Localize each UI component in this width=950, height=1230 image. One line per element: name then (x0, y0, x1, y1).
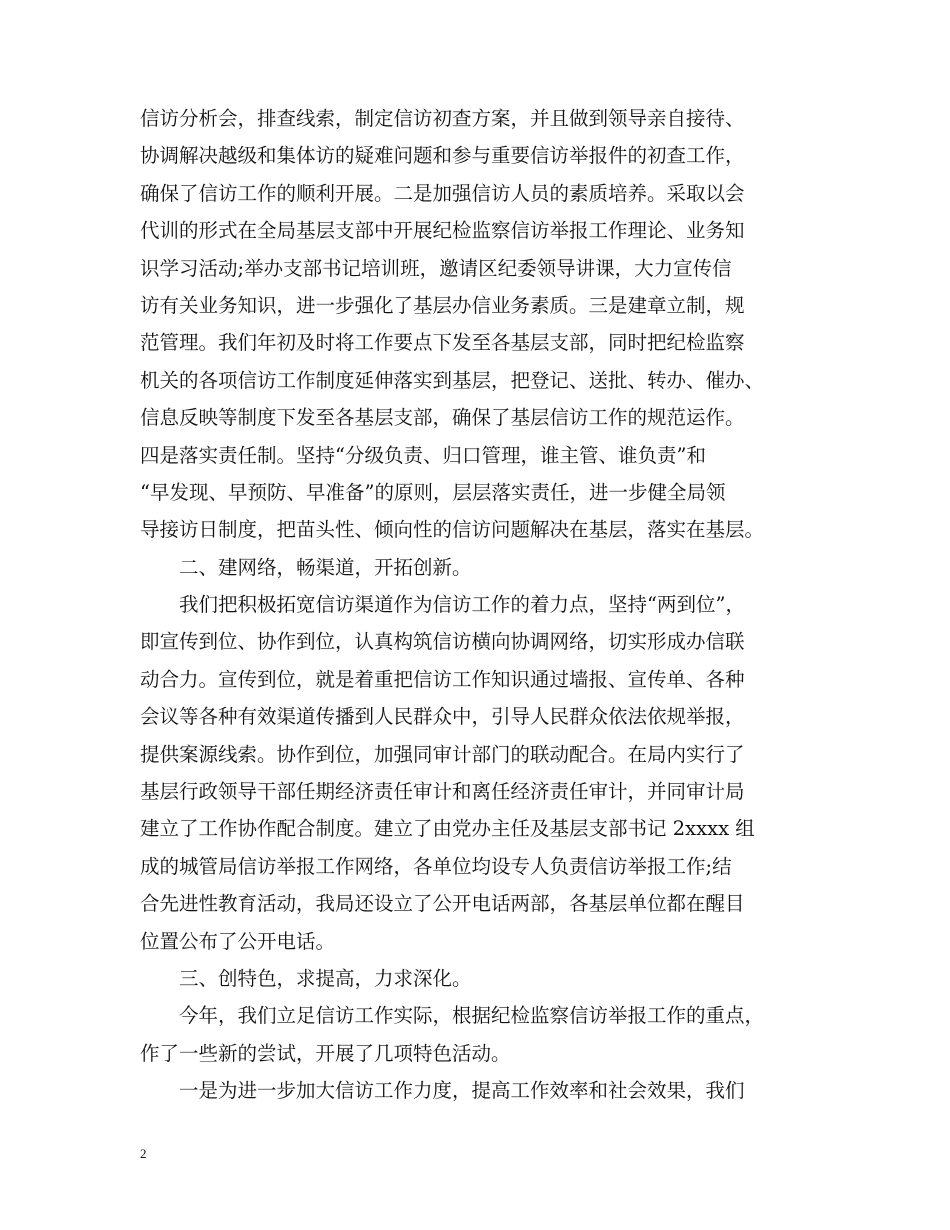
document-body (140, 100, 830, 1110)
text-line: 信息反映等制度下发至各基层支部，确保了基层信访工作的规范运作。 (140, 406, 745, 430)
text-line: 合先进性教育活动，我局还设立了公开电话两部，各基层单位都在醒目 (140, 892, 745, 916)
text-line: 机关的各项信访工作制度延伸落实到基层，把登记、送批、转办、催办、 (140, 368, 765, 392)
text-line: 位置公布了公开电话。 (140, 929, 336, 953)
text-line: 信访分析会，排查线索，制定信访初查方案，并且做到领导亲自接待、 (140, 107, 745, 130)
text-line: 今年，我们立足信访工作实际，根据纪检监察信访举报工作的重点， (179, 1004, 765, 1028)
text-line: 一是为进一步加大信访工作力度，提高工作效率和社会效果，我们 (179, 1079, 745, 1103)
text-line: 建立了工作协作配合制度。建立了由党办主任及基层支部书记 2xxxx 组 (140, 817, 755, 841)
text-line: 会议等各种有效渠道传播到人民群众中，引导人民群众依法依规举报， (140, 705, 745, 729)
text-line: 四是落实责任制。坚持“分级负责、归口管理，谁主管、谁负责”和 (140, 443, 706, 467)
text-line: 我们把积极拓宽信访渠道作为信访工作的着力点，坚持“两到位”， (179, 593, 745, 617)
text-line: 即宣传到位、协作到位，认真构筑信访横向协调网络，切实形成办信联 (140, 630, 745, 654)
text-line: 访有关业务知识，进一步强化了基层办信业务素质。三是建章立制，规 (140, 293, 745, 317)
text-line: 提供案源线索。协作到位，加强同审计部门的联动配合。在局内实行了 (140, 742, 745, 766)
text-line: 作了一些新的尝试，开展了几项特色活动。 (140, 1041, 511, 1065)
text-line: 导接访日制度，把苗头性、倾向性的信访问题解决在基层，落实在基层。 (140, 518, 765, 542)
text-line: 范管理。我们年初及时将工作要点下发至各基层支部，同时把纪检监察 (140, 331, 745, 355)
text-line: 代训的形式在全局基层支部中开展纪检监察信访举报工作理论、业务知 (140, 219, 745, 243)
text-line: 基层行政领导干部任期经济责任审计和离任经济责任审计，并同审计局 (140, 780, 745, 804)
page-number: 2 (140, 1146, 147, 1161)
text-line: 确保了信访工作的顺利开展。二是加强信访人员的素质培养。采取以会 (140, 181, 745, 205)
text-line: 二、建网络，畅渠道，开拓创新。 (179, 555, 472, 579)
text-line: 三、创特色，求提高，力求深化。 (179, 966, 472, 990)
text-line: “早发现、早预防、早准备”的原则，层层落实责任，进一步健全局领 (140, 480, 726, 504)
text-line: 动合力。宣传到位，就是着重把信访工作知识通过墙报、宣传单、各种 (140, 667, 745, 691)
text-line: 识学习活动;举办支部书记培训班，邀请区纪委领导讲课，大力宣传信 (140, 256, 732, 280)
text-line: 协调解决越级和集体访的疑难问题和参与重要信访举报件的初查工作， (140, 144, 745, 168)
text-line: 成的城管局信访举报工作网络，各单位均设专人负责信访举报工作;结 (140, 854, 732, 878)
